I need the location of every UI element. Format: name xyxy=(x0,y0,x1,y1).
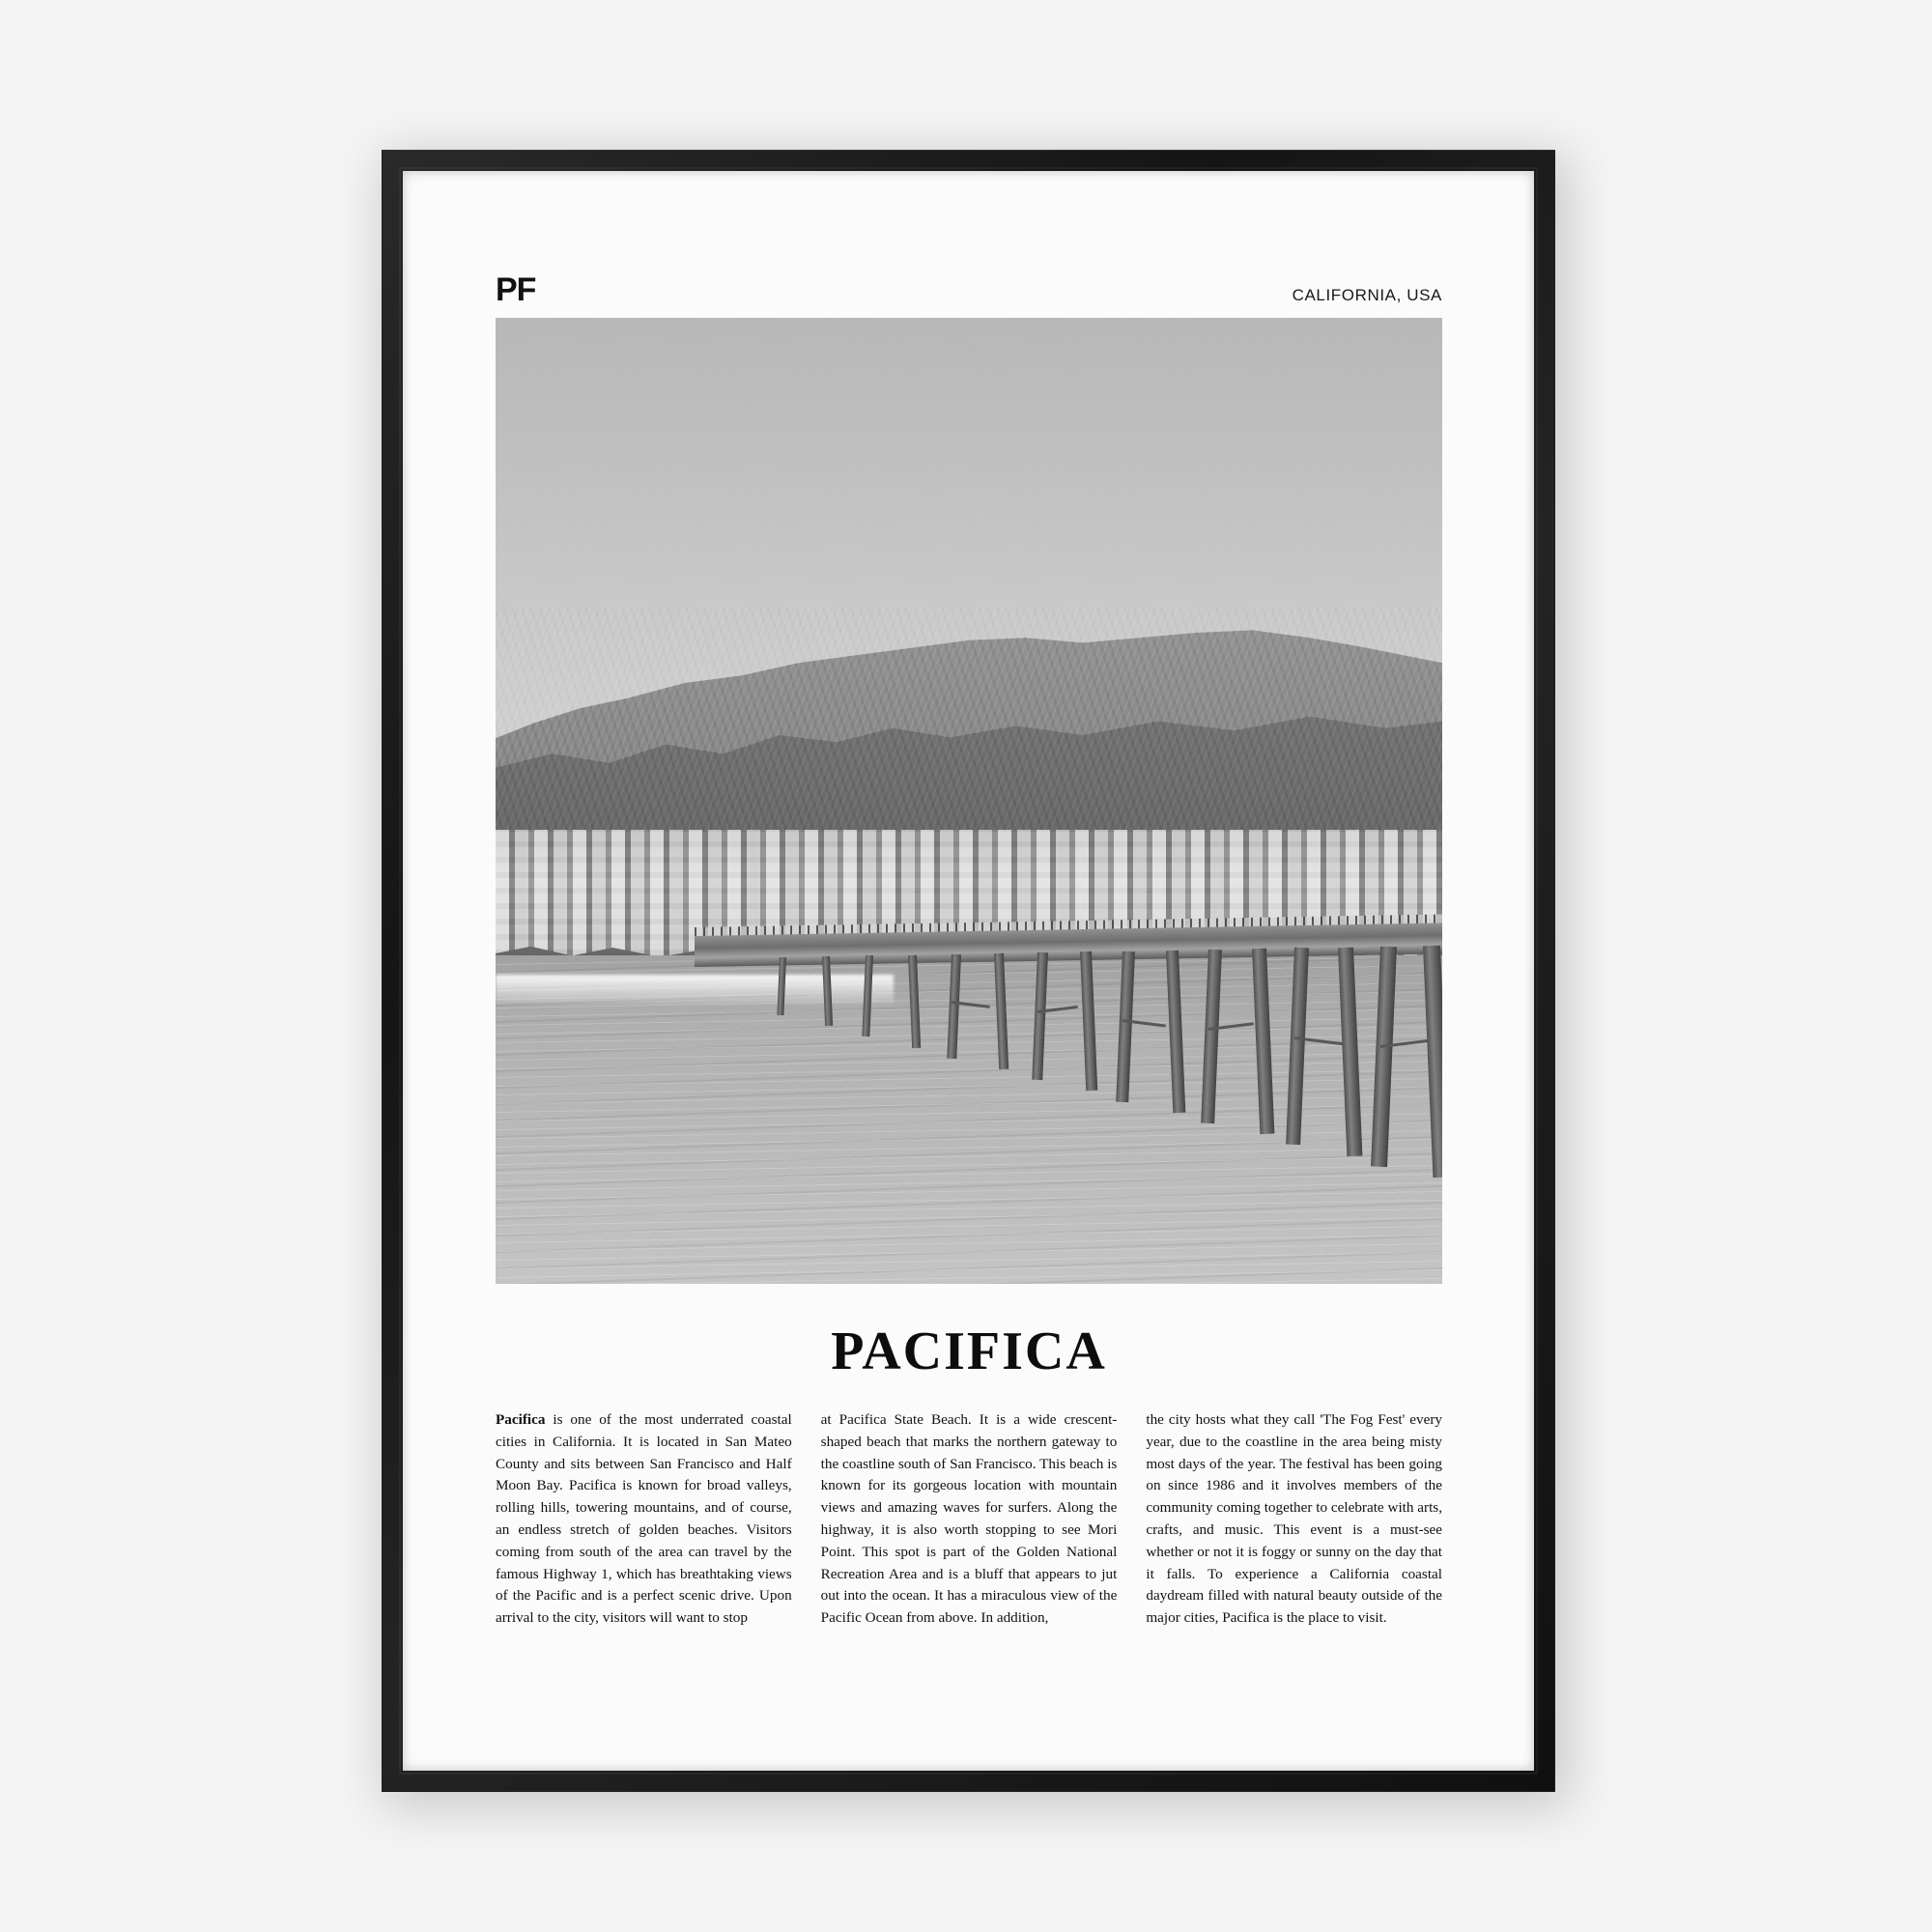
body-text-2: at Pacifica State Beach. It is a wide crescent-shaped beach that marks the northern gateway to the coastline south of San Francisco. This beach is known for its gorgeous location with mountain views and amazing waves for surfers. Along the highway, it is also worth stopping to see Mori Point. This spot is part of the Golden National Recreation Area and is a bluff that appears to jut out into the ocean. It has a miraculous view of the Pacific Ocean from above. In addition, xyxy=(820,1411,1118,1627)
body-column-3 xyxy=(1146,1409,1442,1630)
brand-logo: PF xyxy=(496,271,536,308)
frame-mat xyxy=(403,171,1534,1771)
page-title: PACIFICA xyxy=(831,1321,1107,1381)
poster-header xyxy=(496,268,1442,306)
poster xyxy=(496,268,1442,1674)
poster-photograph xyxy=(496,318,1442,1284)
body-text-1: is one of the most underrated coastal cities in California. It is located in San Mateo County and sits between San Francisco and Half Moon Bay. Pacifica is known for broad valleys, rolling hills, towering mountains, and of course, an endless stretch of golden beaches. Visitors coming from south of the area can travel by the famous Highway 1, which has breathtaking views of the Pacific and is a perfect scenic drive. Upon arrival to the city, visitors will want to stop xyxy=(496,1411,792,1627)
photo-surf-line xyxy=(496,975,894,1004)
body-column-2 xyxy=(821,1409,1118,1630)
body-lead-word: Pacifica xyxy=(496,1411,546,1428)
body-text-3: the city hosts what they call 'The Fog Fest' every year, due to the coastline in the area being misty most days of the year. The festival has been going on since 1986 and it involves members of the community coming together to celebrate with arts, crafts, and music. This event is a must-see whether or not it is foggy or sunny on the day that it falls. To experience a California coastal daydream filled with natural beauty outside of the major cities, Pacifica is the place to visit. xyxy=(1146,1411,1443,1627)
location-label: CALIFORNIA, USA xyxy=(1292,286,1442,304)
body-column-1 xyxy=(496,1409,792,1630)
picture-frame xyxy=(382,150,1555,1792)
poster-body-columns xyxy=(496,1409,1442,1630)
